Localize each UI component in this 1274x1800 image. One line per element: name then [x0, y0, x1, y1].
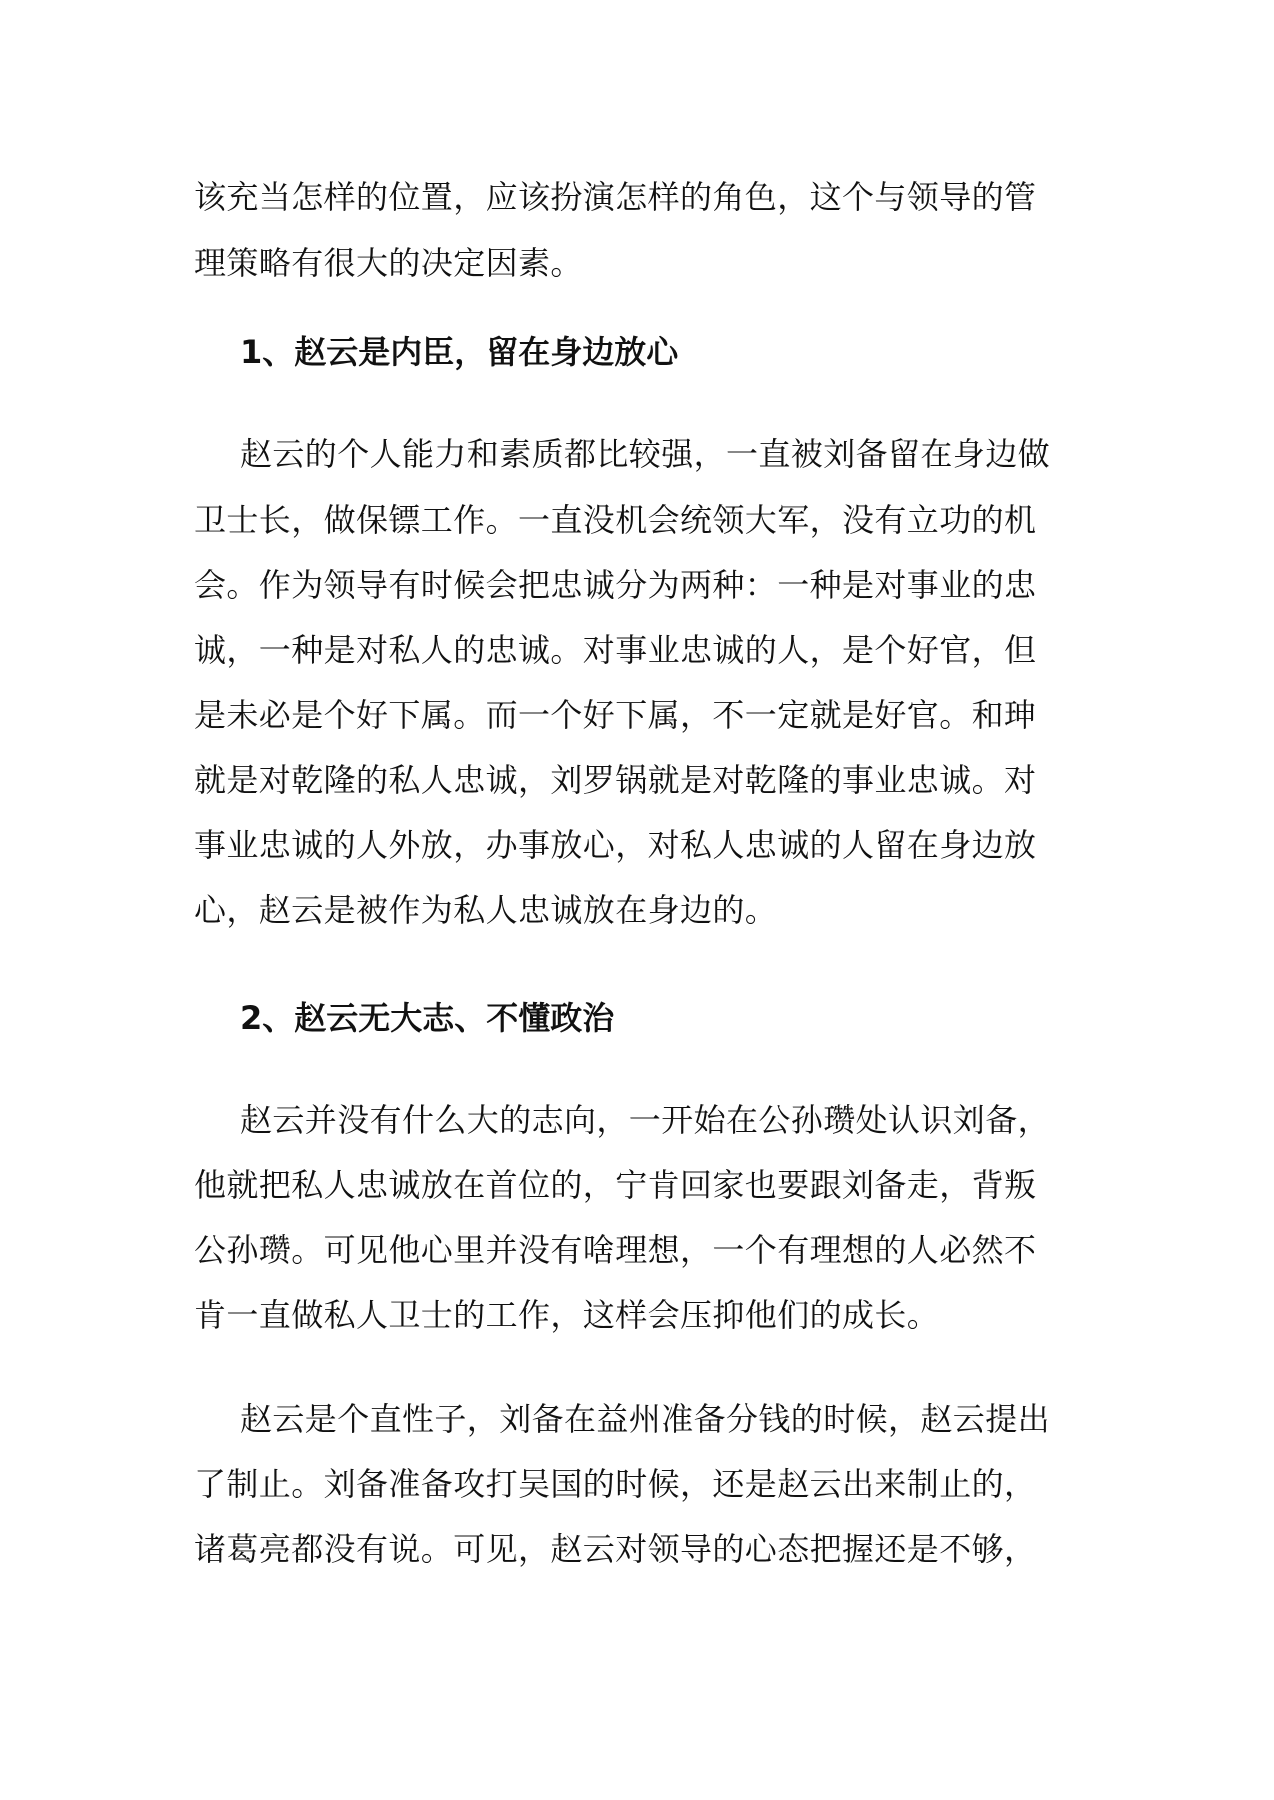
section-2-p1-line-3: 公孙瓒。可见他心里并没有啥理想，一个有理想的人必然不	[194, 1231, 1037, 1269]
section-1-line-7: 事业忠诚的人外放，办事放心，对私人忠诚的人留在身边放	[194, 826, 1037, 864]
intro-line-1: 该充当怎样的位置，应该扮演怎样的角色，这个与领导的管	[194, 178, 1037, 216]
section-1-heading: 1、赵云是内臣，留在身边放心	[240, 333, 679, 371]
section-2-p2-line-1: 赵云是个直性子，刘备在益州准备分钱的时候，赵云提出	[240, 1400, 1051, 1438]
section-2-p1-line-1: 赵云并没有什么大的志向，一开始在公孙瓒处认识刘备，	[240, 1101, 1051, 1139]
section-1-line-8: 心，赵云是被作为私人忠诚放在身边的。	[194, 891, 778, 929]
section-2-p2-line-3: 诸葛亮都没有说。可见，赵云对领导的心态把握还是不够，	[194, 1530, 1037, 1568]
section-1-line-4: 诚，一种是对私人的忠诚。对事业忠诚的人，是个好官，但	[194, 631, 1037, 669]
section-1-line-1: 赵云的个人能力和素质都比较强，一直被刘备留在身边做	[240, 435, 1051, 473]
section-1-line-6: 就是对乾隆的私人忠诚，刘罗锅就是对乾隆的事业忠诚。对	[194, 761, 1037, 799]
section-2-p1-line-4: 肯一直做私人卫士的工作，这样会压抑他们的成长。	[194, 1296, 940, 1334]
section-1-line-5: 是未必是个好下属。而一个好下属，不一定就是好官。和珅	[194, 696, 1037, 734]
intro-line-2: 理策略有很大的决定因素。	[194, 244, 583, 282]
section-2-p1-line-2: 他就把私人忠诚放在首位的，宁肯回家也要跟刘备走，背叛	[194, 1166, 1037, 1204]
section-1-line-2: 卫士长，做保镖工作。一直没机会统领大军，没有立功的机	[194, 501, 1037, 539]
section-1-line-3: 会。作为领导有时候会把忠诚分为两种：一种是对事业的忠	[194, 566, 1037, 604]
section-2-heading: 2、赵云无大志、不懂政治	[240, 999, 615, 1037]
section-2-p2-line-2: 了制止。刘备准备攻打吴国的时候，还是赵云出来制止的，	[194, 1465, 1037, 1503]
